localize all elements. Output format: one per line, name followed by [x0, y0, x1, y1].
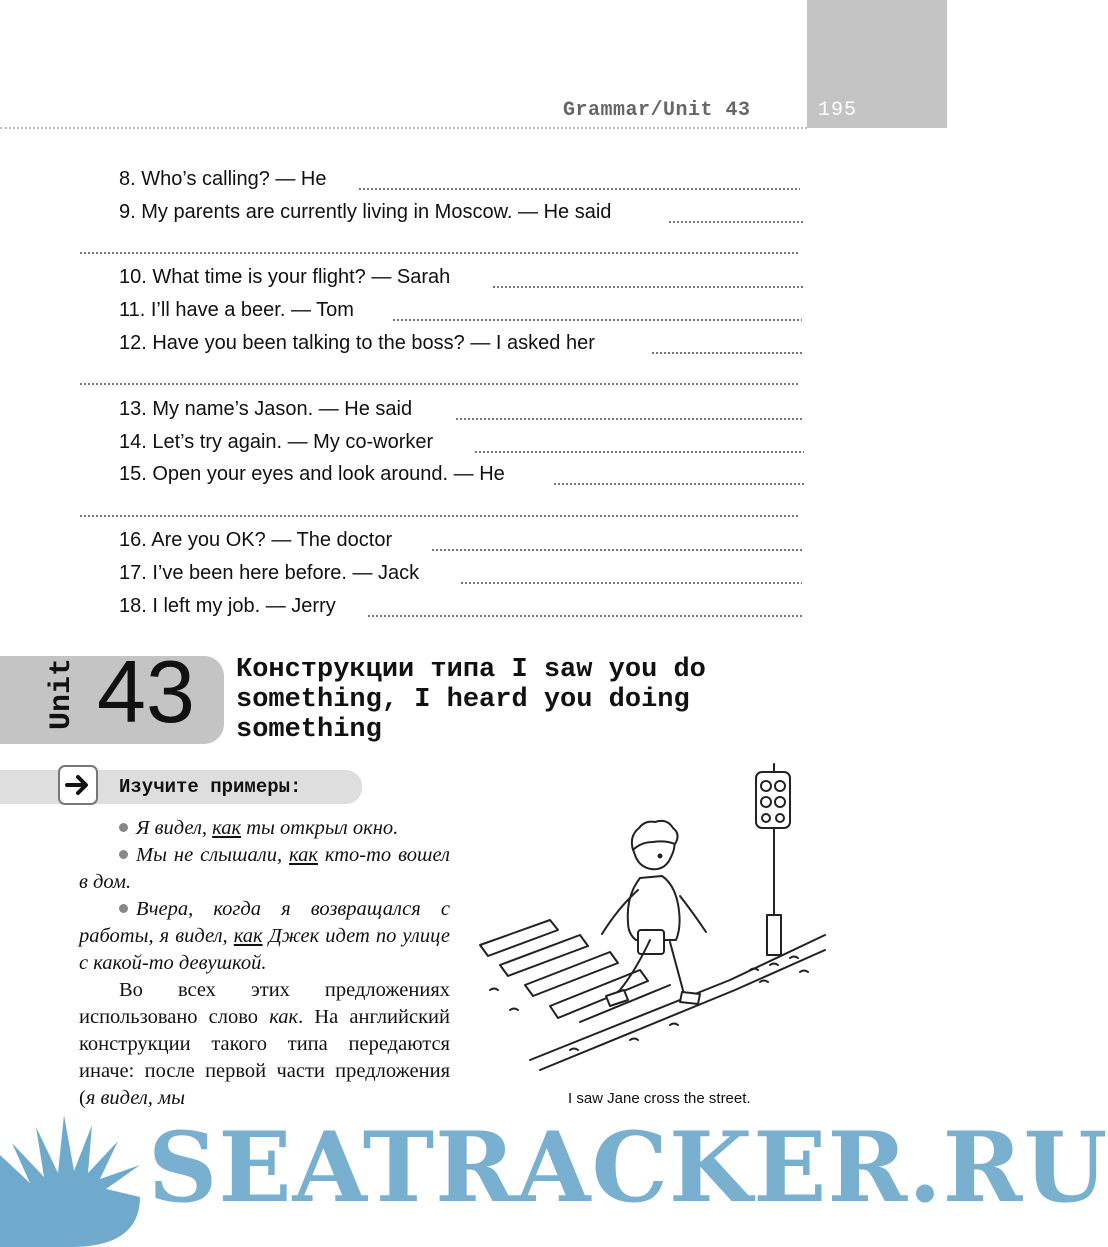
study-label: Изучите примеры:	[119, 776, 302, 798]
bullet-icon	[119, 850, 128, 859]
example-1: Я видел, как ты открыл окно.	[79, 815, 450, 842]
illustration-caption: I saw Jane cross the street.	[568, 1090, 751, 1107]
answer-line-15b[interactable]	[79, 514, 799, 518]
answer-line-9a[interactable]	[668, 220, 804, 224]
exercise-10: 10. What time is your flight? — Sarah	[119, 266, 451, 288]
arrow-right-icon	[58, 765, 98, 805]
bullet-icon	[119, 904, 128, 913]
answer-line-18[interactable]	[367, 614, 802, 618]
answer-line-11[interactable]	[392, 318, 802, 322]
exercise-11: 11. I’ll have a beer. — Tom	[119, 299, 354, 321]
exercise-12: 12. Have you been talking to the boss? — I asked her	[119, 332, 595, 354]
answer-line-16[interactable]	[431, 548, 804, 552]
answer-line-12b[interactable]	[79, 382, 799, 386]
exercise-14: 14. Let’s try again. — My co-worker	[119, 431, 434, 453]
unit-number: 43	[97, 642, 195, 741]
answer-line-15a[interactable]	[553, 482, 804, 486]
bullet-icon	[119, 823, 128, 832]
unit-title: Конструкции типа I saw you do something, I heard you doing something	[236, 655, 706, 745]
answer-line-14[interactable]	[474, 450, 804, 454]
exercise-16: 16. Are you OK? — The doctor	[119, 529, 393, 551]
watermark-text: SEATRACKER.RU	[148, 1111, 1108, 1224]
answer-line-8[interactable]	[358, 187, 800, 191]
exercise-18: 18. I left my job. — Jerry	[119, 595, 336, 617]
answer-line-9b[interactable]	[79, 251, 799, 255]
exercise-8: 8. Who’s calling? — He	[119, 168, 327, 190]
answer-line-12a[interactable]	[651, 351, 804, 355]
explanation-paragraph: Во всех этих предложениях использовано слово как. На английский конструкции такого типа передаются иначе: после первой части предложения (я видел, мы	[79, 979, 450, 1109]
exercise-17: 17. I’ve been here before. — Jack	[119, 562, 420, 584]
example-3: Вчера, когда я возвращался с работы, я видел, как Джек идет по улице с какой-то девушкой.	[79, 898, 450, 974]
page-number: 195	[818, 99, 858, 122]
exercise-13: 13. My name’s Jason. — He said	[119, 398, 413, 420]
exercise-9: 9. My parents are currently living in Moscow. — He said	[119, 201, 612, 223]
answer-line-13[interactable]	[455, 417, 802, 421]
example-2: Мы не слышали, как кто-то вошел в дом.	[79, 844, 450, 893]
answer-line-10[interactable]	[492, 285, 804, 289]
exercise-15: 15. Open your eyes and look around. — He	[119, 463, 505, 485]
answer-line-17[interactable]	[460, 581, 802, 585]
running-head: Grammar/Unit 43	[563, 99, 751, 122]
boy-crossing-street-illustration	[470, 760, 830, 1080]
unit-label: Unit	[45, 657, 79, 730]
body-text	[79, 815, 450, 1112]
header-divider	[0, 127, 807, 129]
